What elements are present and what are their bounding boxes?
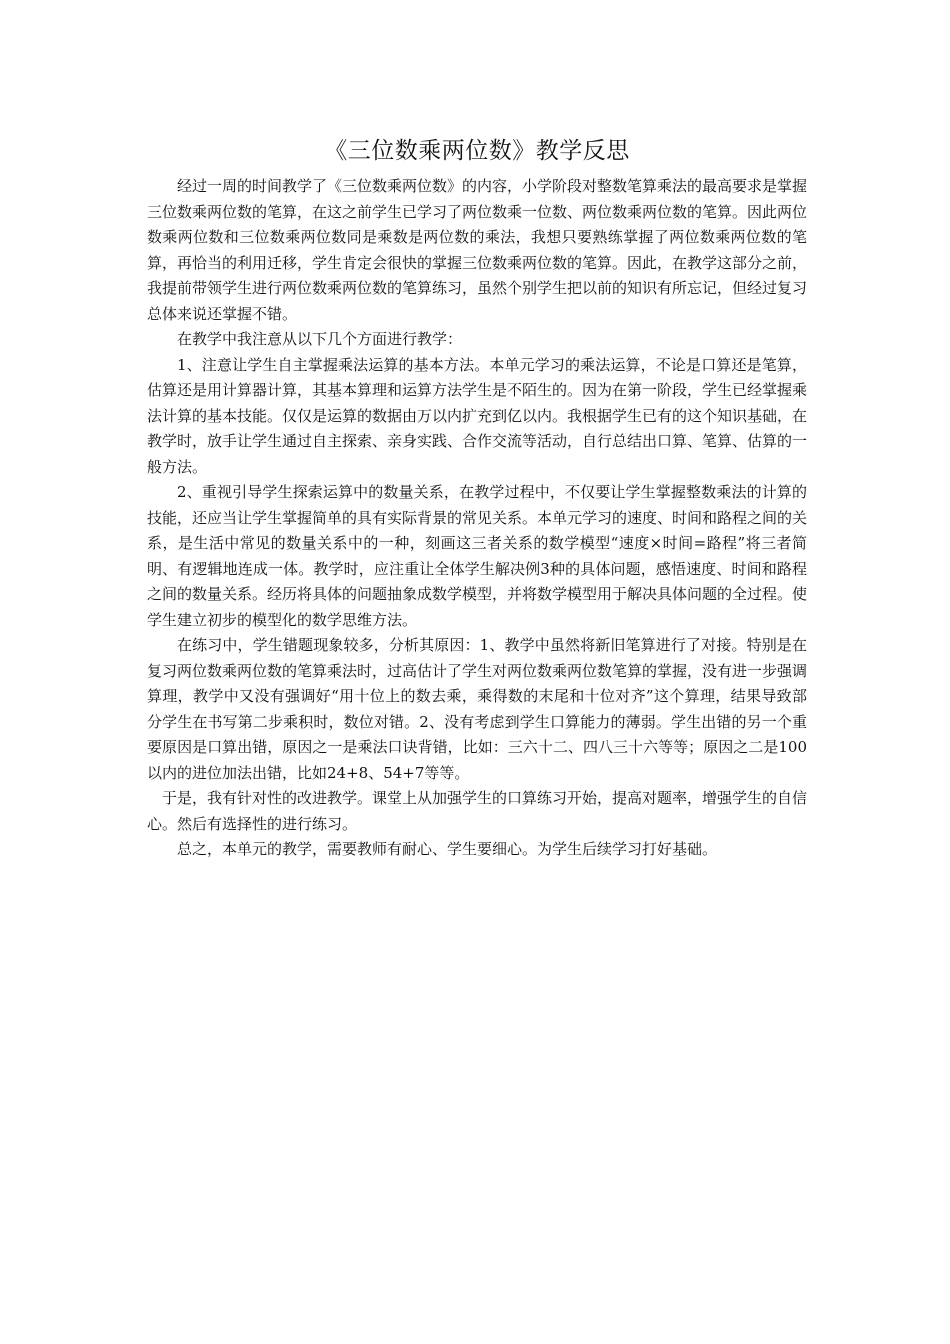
document-body: [147, 134, 807, 863]
paragraph-conclusion: 总之，本单元的教学，需要教师有耐心、学生要细心。为学生后续学习打好基础。: [177, 840, 718, 858]
paragraph-point-1: 1、注意让学生自主掌握乘法运算的基本方法。本单元学习的乘法运算，不论是口算还是笔算，估算还是用计算器计算，其基本算理和运算方法学生是不陌生的。因为在第一阶段，学生已经掌握乘法计算的基本技能。仅仅是运算的数据由万以内扩充到亿以内。我根据学生已有的这个知识基础，在教学时，放手让学生通过自主探索、亲身实践、合作交流等活动，自行总结出口算、笔算、估算的一般方法。: [147, 355, 808, 476]
paragraph-point-2: 2、重视引导学生探索运算中的数量关系，在教学过程中，不仅要让学生掌握整数乘法的计算的技能，还应当让学生掌握简单的具有实际背景的常见关系。本单元学习的速度、时间和路程之间的关系，是生活中常见的数量关系中的一种，刻画这三者关系的数学模型“速度×时间=路程”将三者简明、有逻辑地连成一体。教学时，应注重让全体学生解决例3种的具体问题，感悟速度、时间和路程之间的数量关系。经历将具体的问题抽象成数学模型，并将数学模型用于解决具体问题的全过程。使学生建立初步的模型化的数学思维方法。: [147, 483, 808, 629]
document-title: 《三位数乘两位数》教学反思: [324, 138, 630, 164]
paragraph-aspects-lead: 在教学中我注意从以下几个方面进行教学：: [177, 330, 463, 348]
paragraph-intro: 经过一周的时间教学了《三位数乘两位数》的内容，小学阶段对整数笔算乘法的最高要求是掌握三位数乘两位数的笔算，在这之前学生已学习了两位数乘一位数、两位数乘两位数的笔算。因此两位数乘两位数和三位数乘两位数同是乘数是两位数的乘法，我想只要熟练掌握了两位数乘两位数的笔算，再恰当的利用迁移，学生肯定会很快的掌握三位数乘两位数的笔算。因此，在教学这部分之前，我提前带领学生进行两位数乘两位数的笔算练习，虽然个别学生把以前的知识有所忘记，但经过复习总体来说还掌握不错。: [147, 177, 808, 323]
paragraph-error-analysis: 在练习中，学生错题现象较多，分析其原因：1、教学中虽然将新旧笔算进行了对接。特别是在复习两位数乘两位数的笔算乘法时，过高估计了学生对两位数乘两位数笔算的掌握，没有进一步强调算理，教学中又没有强调好“用十位上的数去乘，乘得数的末尾和十位对齐”这个算理，结果导致部分学生在书写第二步乘积时，数位对错。2、没有考虑到学生口算能力的薄弱。学生出错的另一个重要原因是口算出错，原因之一是乘法口诀背错，比如：三六十二、四八三十六等等；原因之二是100以内的进位加法出错，比如24+8、54+7等等。: [147, 636, 808, 782]
paragraph-improvement: 于是，我有针对性的改进教学。课堂上从加强学生的口算练习开始，提高对题率，增强学生的自信心。然后有选择性的进行练习。: [147, 789, 808, 833]
